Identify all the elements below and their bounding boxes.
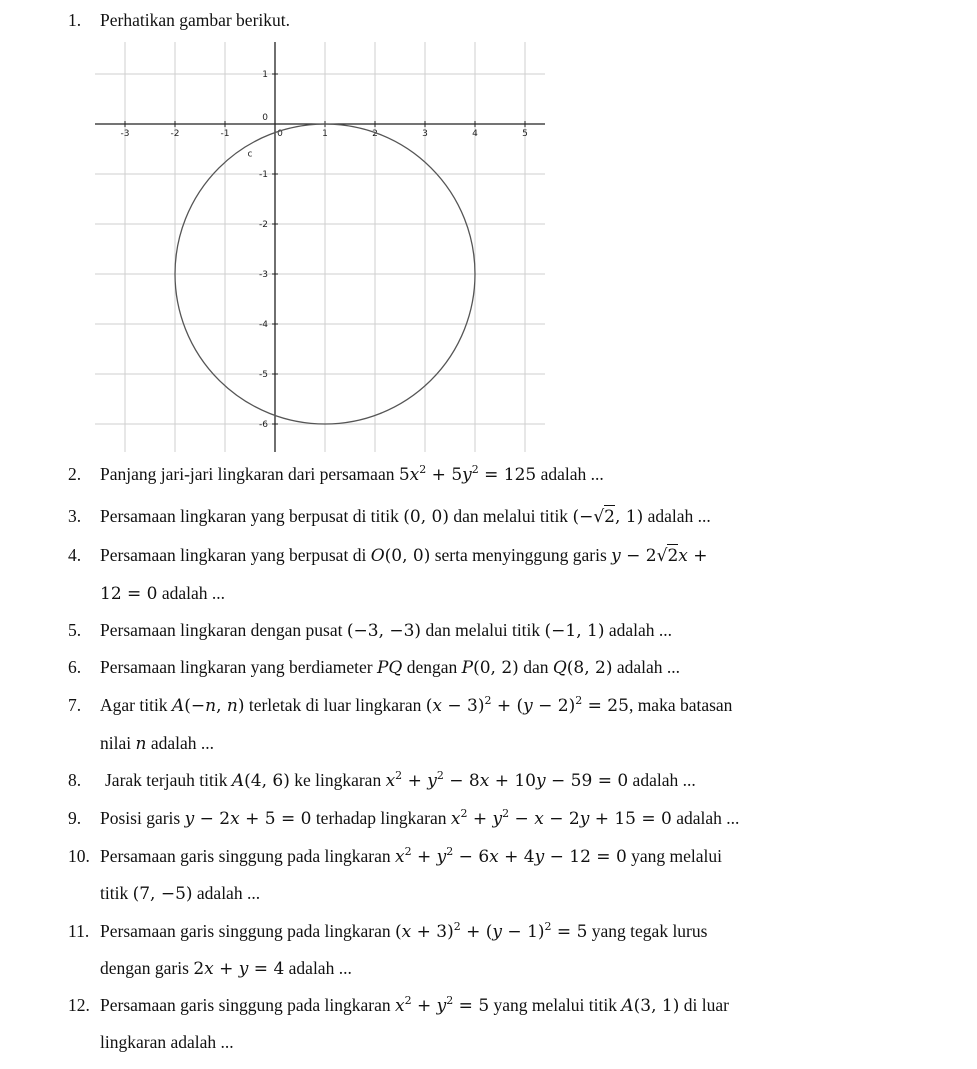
x-tick-label: 5	[522, 129, 528, 139]
question-text: Persamaan garis singgung pada lingkaran $x^2 + y^2 - 6x + 4y - 12 = 0$ yang melalui	[100, 845, 723, 867]
question-text: Persamaan garis singgung pada lingkaran $x^2 + y^2 = 5$ yang melalui titik A(3, 1) di luar	[100, 994, 729, 1016]
question-text-continued: dengan garis 2x + y = 4 adalah ...	[100, 958, 352, 979]
question-text: Persamaan lingkaran yang berdiameter PQ dengan P(0, 2) dan Q(8, 2) adalah ...	[100, 657, 681, 678]
x-tick-label: 3	[422, 129, 428, 139]
y-tick-label: -6	[259, 420, 268, 430]
question-text-continued: 12 = 0 adalah ...	[100, 583, 226, 604]
y-tick-label: -1	[259, 170, 268, 180]
x-tick-label: -1	[220, 129, 230, 139]
coordinate-graph	[95, 42, 545, 452]
question-number: 2.	[68, 464, 82, 484]
question-text: Persamaan garis singgung pada lingkaran $(x + 3)^2 + (y - 1)^2 = 5$ yang tegak lurus	[100, 920, 708, 942]
question-number: 6.	[68, 657, 82, 677]
question-text-continued: titik (7, −5) adalah ...	[100, 883, 261, 904]
question-text: Agar titik A(−n, n) terletak di luar lingkaran $(x - 3)^2 + (y - 2)^2 = 25$, maka batasan	[100, 694, 733, 716]
question-text: Jarak terjauh titik A(4, 6) ke lingkaran $x^2 + y^2 - 8x + 10y - 59 = 0$ adalah ...	[105, 769, 696, 791]
question-number: 8.	[68, 770, 82, 790]
y-tick-label: -2	[259, 220, 268, 230]
x-tick-label: 0	[277, 129, 283, 139]
question-number: 9.	[68, 808, 82, 828]
x-tick-label: 2	[372, 129, 378, 139]
x-tick-label: 4	[472, 129, 478, 139]
question-text: Posisi garis y − 2x + 5 = 0 terhadap lingkaran $x^2 + y^2 - x - 2y + 15 = 0$ adalah ...	[100, 807, 740, 829]
circle-label: c	[247, 149, 253, 160]
y-tick-label: -5	[259, 370, 268, 380]
y-tick-label: -3	[259, 270, 268, 280]
question-number: 3.	[68, 506, 82, 526]
question-number: 10.	[68, 846, 90, 866]
x-tick-label: 1	[322, 129, 328, 139]
y-tick-label: -4	[259, 320, 268, 330]
question-number: 12.	[68, 995, 90, 1015]
question-number: 7.	[68, 695, 82, 715]
question-text: Persamaan lingkaran yang berpusat di O(0, 0) serta menyinggung garis y − 2√2x +	[100, 545, 708, 566]
question-number: 5.	[68, 620, 82, 640]
question-number: 4.	[68, 545, 82, 565]
y-tick-label: 0	[262, 113, 268, 123]
question-text: Persamaan lingkaran dengan pusat (−3, −3) dan melalui titik (−1, 1) adalah ...	[100, 620, 673, 641]
question-text: Panjang jari-jari lingkaran dari persamaan $5x^2 + 5y^2 = 125$ adalah ...	[100, 463, 604, 485]
question-text-continued: lingkaran adalah ...	[100, 1032, 234, 1052]
question-text-continued: nilai n adalah ...	[100, 733, 214, 754]
question-number: 11.	[68, 921, 90, 941]
question-number: 1.	[68, 10, 82, 30]
y-tick-label: 1	[262, 70, 268, 80]
x-tick-label: -2	[170, 129, 180, 139]
question-text: Persamaan lingkaran yang berpusat di titik (0, 0) dan melalui titik (−√2, 1) adalah ...	[100, 506, 711, 527]
x-tick-label: -3	[120, 129, 130, 139]
question-text: Perhatikan gambar berikut.	[100, 10, 291, 30]
